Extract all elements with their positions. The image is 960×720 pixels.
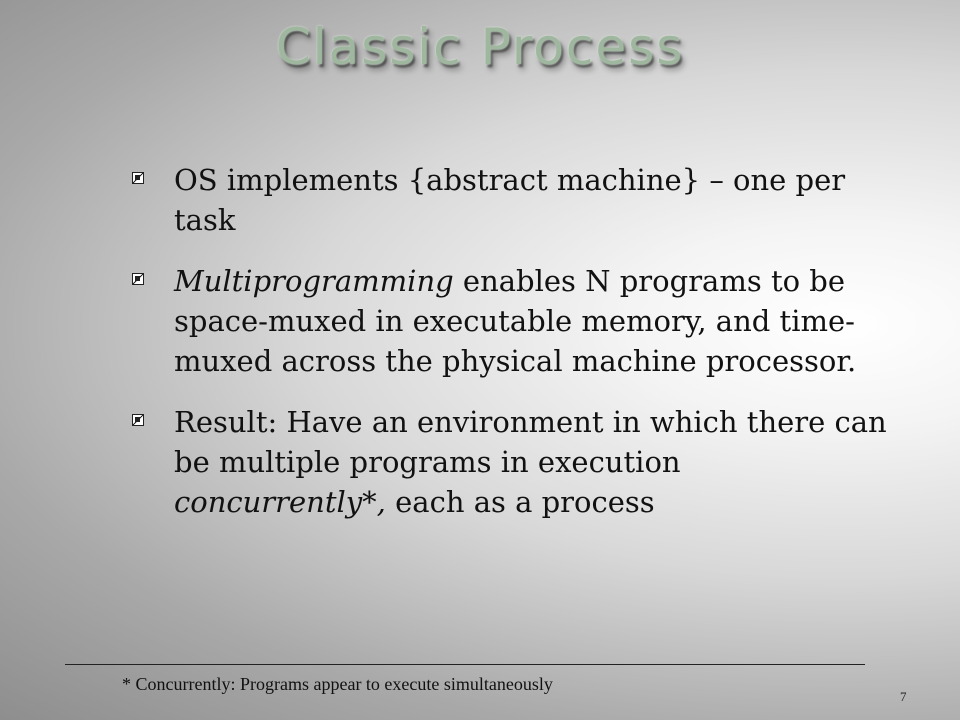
bullet-text-after: each as a process <box>385 485 655 519</box>
page-number: 7 <box>900 689 907 704</box>
bullet-item-result <box>132 402 892 522</box>
square-bullet-icon <box>132 414 144 426</box>
bullet-list <box>132 160 892 543</box>
square-bullet-icon <box>132 273 144 285</box>
bullet-text: OS implements {abstract machine} – one per task <box>174 163 846 237</box>
bullet-emphasis: Multiprogramming <box>174 264 454 298</box>
square-bullet-icon <box>132 172 144 184</box>
slide-title: Classic Process <box>275 18 685 76</box>
bullet-text: enables N programs to be space-muxed in executable memory, and time-muxed across the physical machine processor. <box>174 264 857 378</box>
footnote-divider <box>65 664 865 665</box>
bullet-item-multiprogramming <box>132 261 892 381</box>
bullet-text: Result: Have an environment in which there can be multiple programs in execution <box>174 405 887 479</box>
bullet-item-os-abstract-machine <box>132 160 892 240</box>
bullet-emphasis: concurrently*, <box>174 485 386 519</box>
footnote: * Concurrently: Programs appear to execute simultaneously <box>122 674 553 694</box>
